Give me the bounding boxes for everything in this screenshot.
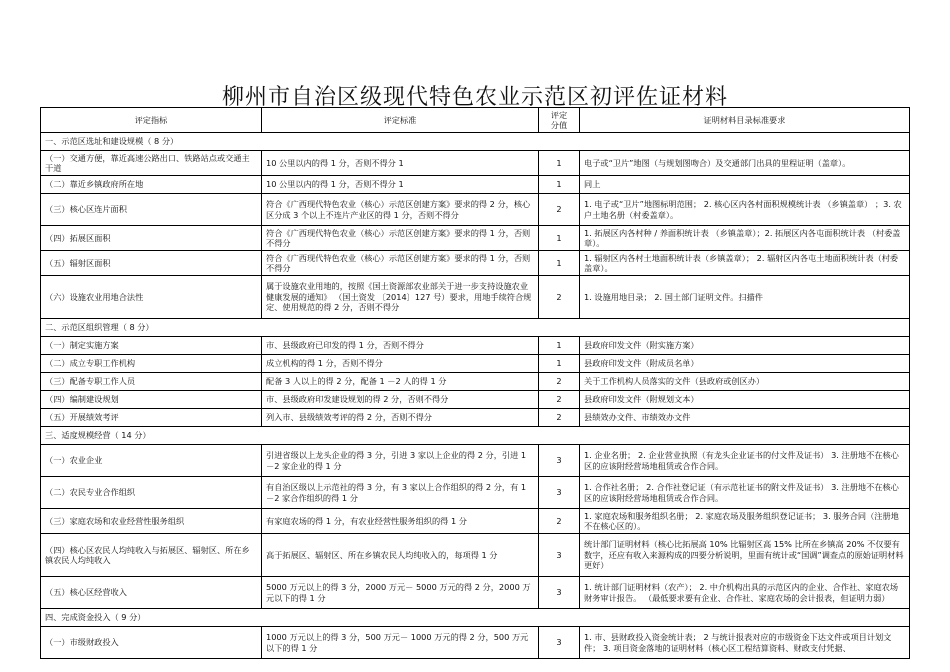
- standard-cell: 配备 3 人以上的得 2 分，配备 1 －2 人的得 1 分: [262, 373, 539, 391]
- indicator-cell: （三）家庭农场和农业经营性服务组织: [41, 509, 262, 534]
- section-row: [41, 319, 910, 337]
- header-indicator: 评定指标: [41, 108, 262, 133]
- evidence-cell: 1. 统计部门证明材料（农产）； 2. 中介机构出具的示范区内的企业、合作社、家庭农场财务审计报告。 （最低要求要有企业、合作社、家庭农场的会计报表，但证明力弱）: [580, 577, 910, 609]
- standard-cell: 1000 万元以上的得 3 分，500 万元－ 1000 万元的得 2 分，500 万元以下的得 1 分: [262, 627, 539, 659]
- standard-cell: 成立机构的得 1 分，否则不得分: [262, 355, 539, 373]
- table-row: [41, 337, 910, 355]
- evidence-cell: 1. 家庭农场和服务组织名册； 2. 家庭农场及服务组织登记证书； 3. 服务合同（注册地不在核心区的）。: [580, 509, 910, 534]
- standard-cell: 属于设施农业用地的，按照《国土资源部农业部关于进一步支持设施农业健康发展的通知》 （国土资发 〔2014〕127 号）要求，用地手续符合规定、使用规范的得 2 分，否则不得分: [262, 276, 539, 319]
- score-cell: 1: [539, 226, 580, 251]
- table-header-row: [41, 108, 910, 133]
- table-row: [41, 445, 910, 477]
- standard-cell: 列入市、县级绩效考评的得 2 分，否则不得分: [262, 409, 539, 427]
- score-cell: 2: [539, 276, 580, 319]
- score-cell: 1: [539, 251, 580, 276]
- table-row: [41, 276, 910, 319]
- score-cell: 3: [539, 534, 580, 577]
- indicator-cell: （二）农民专业合作组织: [41, 477, 262, 509]
- standard-cell: 10 公里以内的得 1 分，否则不得分 1: [262, 176, 539, 194]
- table-row: [41, 391, 910, 409]
- indicator-cell: （二）靠近乡镇政府所在地: [41, 176, 262, 194]
- indicator-cell: （一）农业企业: [41, 445, 262, 477]
- evidence-cell: 1. 市、县财政投入资金统计表； 2 与统计报表对应的市级资金下达文件或项目计划文件； 3. 项目资金落地的证明材料（核心区工程结算资料、财政支付凭据、: [580, 627, 910, 659]
- standard-cell: 符合《广西现代特色农业（核心）示范区创建方案》要求的得 2 分，核心区分成 3 个以上不连片产业区的得 1 分，否则不得分: [262, 194, 539, 226]
- table-row: [41, 251, 910, 276]
- standard-cell: 高于拓展区、辐射区、所在乡镇农民人均纯收入的，每项得 1 分: [262, 534, 539, 577]
- evidence-cell: 1. 拓展区内各村种 / 养面积统计表 （乡镇盖章）；2. 拓展区内各屯面积统计表 （村委盖章）。: [580, 226, 910, 251]
- indicator-cell: （一）制定实施方案: [41, 337, 262, 355]
- score-cell: 3: [539, 477, 580, 509]
- score-cell: 2: [539, 194, 580, 226]
- score-cell: 1: [539, 176, 580, 194]
- table-row: [41, 534, 910, 577]
- standard-cell: 有家庭农场的得 1 分，有农业经营性服务组织的得 1 分: [262, 509, 539, 534]
- score-cell: 3: [539, 577, 580, 609]
- indicator-cell: （四）拓展区面积: [41, 226, 262, 251]
- section-heading: 一、示范区选址和建设规模（ 8 分）: [41, 133, 910, 151]
- evidence-cell: 1. 企业名册； 2. 企业营业执照（有龙头企业证书的付文件及证书） 3. 注册地不在核心区的应该附经营场地租赁或合作合同。: [580, 445, 910, 477]
- indicator-cell: （四）编制建设规划: [41, 391, 262, 409]
- section-heading: 四、完成资金投入（ 9 分）: [41, 609, 910, 627]
- indicator-cell: （五）辐射区面积: [41, 251, 262, 276]
- standard-cell: 市、县级政府印发建设规划的得 2 分，否则不得分: [262, 391, 539, 409]
- evidence-cell: 同上: [580, 176, 910, 194]
- indicator-cell: （六）设施农业用地合法性: [41, 276, 262, 319]
- evidence-cell: 县政府印发文件（附实施方案）: [580, 337, 910, 355]
- section-heading: 二、示范区组织管理（ 8 分）: [41, 319, 910, 337]
- score-cell: 2: [539, 391, 580, 409]
- score-cell: 3: [539, 445, 580, 477]
- indicator-cell: （三）配备专职工作人员: [41, 373, 262, 391]
- table-row: [41, 355, 910, 373]
- indicator-cell: （五）核心区经营收入: [41, 577, 262, 609]
- evidence-cell: 县政府印发文件（附成员名单）: [580, 355, 910, 373]
- indicator-cell: （四）核心区农民人均纯收入与拓展区、辐射区、所在乡镇农民人均纯收入: [41, 534, 262, 577]
- table-row: [41, 194, 910, 226]
- score-cell: 2: [539, 409, 580, 427]
- indicator-cell: （一）交通方便，靠近高速公路出口、铁路站点或交通主干道: [41, 151, 262, 176]
- score-cell: 1: [539, 337, 580, 355]
- table-row: [41, 373, 910, 391]
- indicator-cell: （五）开展绩效考评: [41, 409, 262, 427]
- score-cell: 3: [539, 627, 580, 659]
- table-row: [41, 627, 910, 659]
- table-row: [41, 509, 910, 534]
- evidence-cell: 1. 合作社名册； 2. 合作社登记证（有示范社证书的附文件及证书） 3. 注册地不在核心区的应该附经营场地租赁或合作合同。: [580, 477, 910, 509]
- score-cell: 1: [539, 355, 580, 373]
- header-standard: 评定标准: [262, 108, 539, 133]
- standard-cell: 5000 万元以上的得 3 分，2000 万元－ 5000 万元的得 2 分，2000 万元以下的得 1 分: [262, 577, 539, 609]
- table-row: [41, 151, 910, 176]
- evidence-cell: 县政府印发文件（附规划文本）: [580, 391, 910, 409]
- standard-cell: 引进省级以上龙头企业的得 3 分，引进 3 家以上企业的得 2 分，引进 1 －2 家企业的得 1 分: [262, 445, 539, 477]
- table-body: [41, 133, 910, 659]
- standard-cell: 符合《广西现代特色农业（核心）示范区创建方案》要求的得 1 分，否则不得分: [262, 251, 539, 276]
- evidence-cell: 1. 设施用地目录； 2. 国土部门证明文件。扫描件: [580, 276, 910, 319]
- table-row: [41, 409, 910, 427]
- evidence-cell: 电子或“卫片”地图（与规划图吻合）及交通部门出具的里程证明（盖章）。: [580, 151, 910, 176]
- score-cell: 2: [539, 509, 580, 534]
- score-cell: 1: [539, 151, 580, 176]
- standard-cell: 有自治区级以上示范社的得 3 分，有 3 家以上合作组织的得 2 分，有 1 －2 家合作组织的得 1 分: [262, 477, 539, 509]
- evaluation-table: [40, 107, 910, 659]
- header-evidence: 证明材料目录标准要求: [580, 108, 910, 133]
- standard-cell: 10 公里以内的得 1 分，否则不得分 1: [262, 151, 539, 176]
- table-row: [41, 176, 910, 194]
- score-cell: 2: [539, 373, 580, 391]
- document-title: 柳州市自治区级现代特色农业示范区初评佐证材料: [221, 85, 728, 110]
- section-row: [41, 133, 910, 151]
- header-score: 评定 分值: [539, 108, 580, 133]
- indicator-cell: （三）核心区连片面积: [41, 194, 262, 226]
- evidence-cell: 1. 辐射区内各村土地面积统计表（乡镇盖章）； 2. 辐射区内各屯土地面积统计表（村委盖章）。: [580, 251, 910, 276]
- section-heading: 三、适度规模经营（ 14 分）: [41, 427, 910, 445]
- standard-cell: 市、县级政府已印发的得 1 分，否则不得分: [262, 337, 539, 355]
- indicator-cell: （一）市级财政投入: [41, 627, 262, 659]
- evidence-cell: 关于工作机构人员落实的文件（县政府或创区办）: [580, 373, 910, 391]
- standard-cell: 符合《广西现代特色农业（核心）示范区创建方案》要求的得 1 分，否则不得分: [262, 226, 539, 251]
- table-row: [41, 477, 910, 509]
- section-row: [41, 427, 910, 445]
- evidence-cell: 县绩效办文件、市绩效办文件: [580, 409, 910, 427]
- indicator-cell: （二）成立专职工作机构: [41, 355, 262, 373]
- table-row: [41, 577, 910, 609]
- table-row: [41, 226, 910, 251]
- section-row: [41, 609, 910, 627]
- evidence-cell: 统计部门证明材料（核心比拓展高 10% 比辐射区高 15% 比所在乡镇高 20% 不仅要有数字，还应有收入来源构成的四要分析说明，里面有统计或“国调”调查点的原始证明材料更好）: [580, 534, 910, 577]
- evidence-cell: 1. 电子或“卫片”地图标明范围； 2. 核心区内各村面积规模统计表 （乡镇盖章） ；3. 农户土地名册（村委盖章）。: [580, 194, 910, 226]
